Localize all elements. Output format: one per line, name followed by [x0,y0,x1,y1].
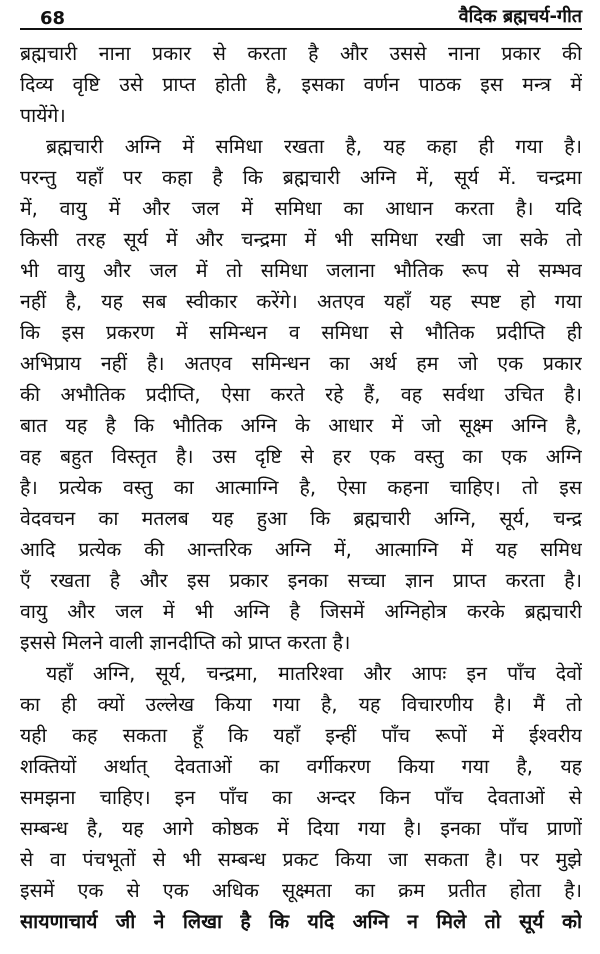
text-line: दिव्य वृष्टि उसे प्राप्त होती है, इसका वर्णन पाठक इस मन्त्र में [20,73,582,96]
text-line: किसी तरह सूर्य में और चन्द्रमा में भी समिधा रखी जा सके तो [20,228,582,251]
text-line: ब्रह्मचारी नाना प्रकार से करता है और उससे नाना प्रकार की [20,42,582,65]
text-line: पायेंगे। [20,104,66,127]
text-line: इससे मिलने वाली ज्ञानदीप्ति को प्राप्त करता है। [20,631,351,654]
text-line: में, वायु में और जल में समिधा का आधान करता है। यदि [20,197,582,220]
text-line: शक्तियों अर्थात् देवताओं का वर्गीकरण किया गया है, यह [20,755,582,778]
text-line: इसमें एक से एक अधिक सूक्ष्मता का क्रम प्रतीत होता है। [20,879,582,902]
text-line: कि इस प्रकरण में समिन्धन व समिधा से भौतिक प्रदीप्ति ही [20,321,582,344]
text-line: वह बहुत विस्तृत है। उस दृष्टि से हर एक वस्तु का एक अग्नि [20,445,582,468]
text-line: ब्रह्मचारी अग्नि में समिधा रखता है, यह कहा ही गया है। [46,135,582,158]
paragraph [20,658,582,937]
page-number: 68 [40,8,66,29]
text-line: आदि प्रत्येक की आन्तरिक अग्नि में, आत्माग्नि में यह समिध [20,538,582,561]
text-line: की अभौतिक प्रदीप्ति, ऐसा करते रहे हैं, वह सर्वथा उचित है। [20,383,582,406]
paragraph [20,38,582,131]
text-line: सायणाचार्य जी ने लिखा है कि यदि अग्नि न मिले तो सूर्य को [20,910,582,933]
text-line: यही कह सकता हूँ कि यहाँ इन्हीं पाँच रूपों में ईश्वरीय [20,724,582,747]
page-header [20,0,582,30]
text-line: का ही क्यों उल्लेख किया गया है, यह विचारणीय है। मैं तो [20,693,582,716]
text-line: समझना चाहिए। इन पाँच का अन्दर किन पाँच देवताओं से [20,786,582,809]
text-line: परन्तु यहाँ पर कहा है कि ब्रह्मचारी अग्नि में, सूर्य में. चन्द्रमा [20,166,582,189]
text-line: नहीं है, यह सब स्वीकार करेंगे। अतएव यहाँ यह स्पष्ट हो गया [20,290,582,313]
text-line: बात यह है कि भौतिक अग्नि के आधार में जो सूक्ष्म अग्नि है, [20,414,582,437]
text-line: से वा पंचभूतों से भी सम्बन्ध प्रकट किया जा सकता है। पर मुझे [20,848,582,871]
text-line: वायु और जल में भी अग्नि है जिसमें अग्निहोत्र करके ब्रह्मचारी [20,600,582,623]
text-line: यहाँ अग्नि, सूर्य, चन्द्रमा, मातरिश्वा और आपः इन पाँच देवों [46,662,582,685]
text-line: सम्बन्ध है, यह आगे कोष्ठक में दिया गया है। इनका पाँच प्राणों [20,817,582,840]
text-line: एँ रखता है और इस प्रकार इनका सच्चा ज्ञान प्राप्त करता है। [20,569,582,592]
text-line: वेदवचन का मतलब यह हुआ कि ब्रह्मचारी अग्नि, सूर्य, चन्द्र [20,507,582,530]
text-line: भी वायु और जल में तो समिधा जलाना भौतिक रूप से सम्भव [20,259,582,282]
text-line: है। प्रत्येक वस्तु का आत्माग्नि है, ऐसा कहना चाहिए। तो इस [20,476,582,499]
page-body [20,38,582,937]
running-title: वैदिक ब्रह्मचर्य-गीत [458,6,582,27]
text-line: अभिप्राय नहीं है। अतएव समिन्धन का अर्थ हम जो एक प्रकार [20,352,582,375]
paragraph [20,131,582,658]
